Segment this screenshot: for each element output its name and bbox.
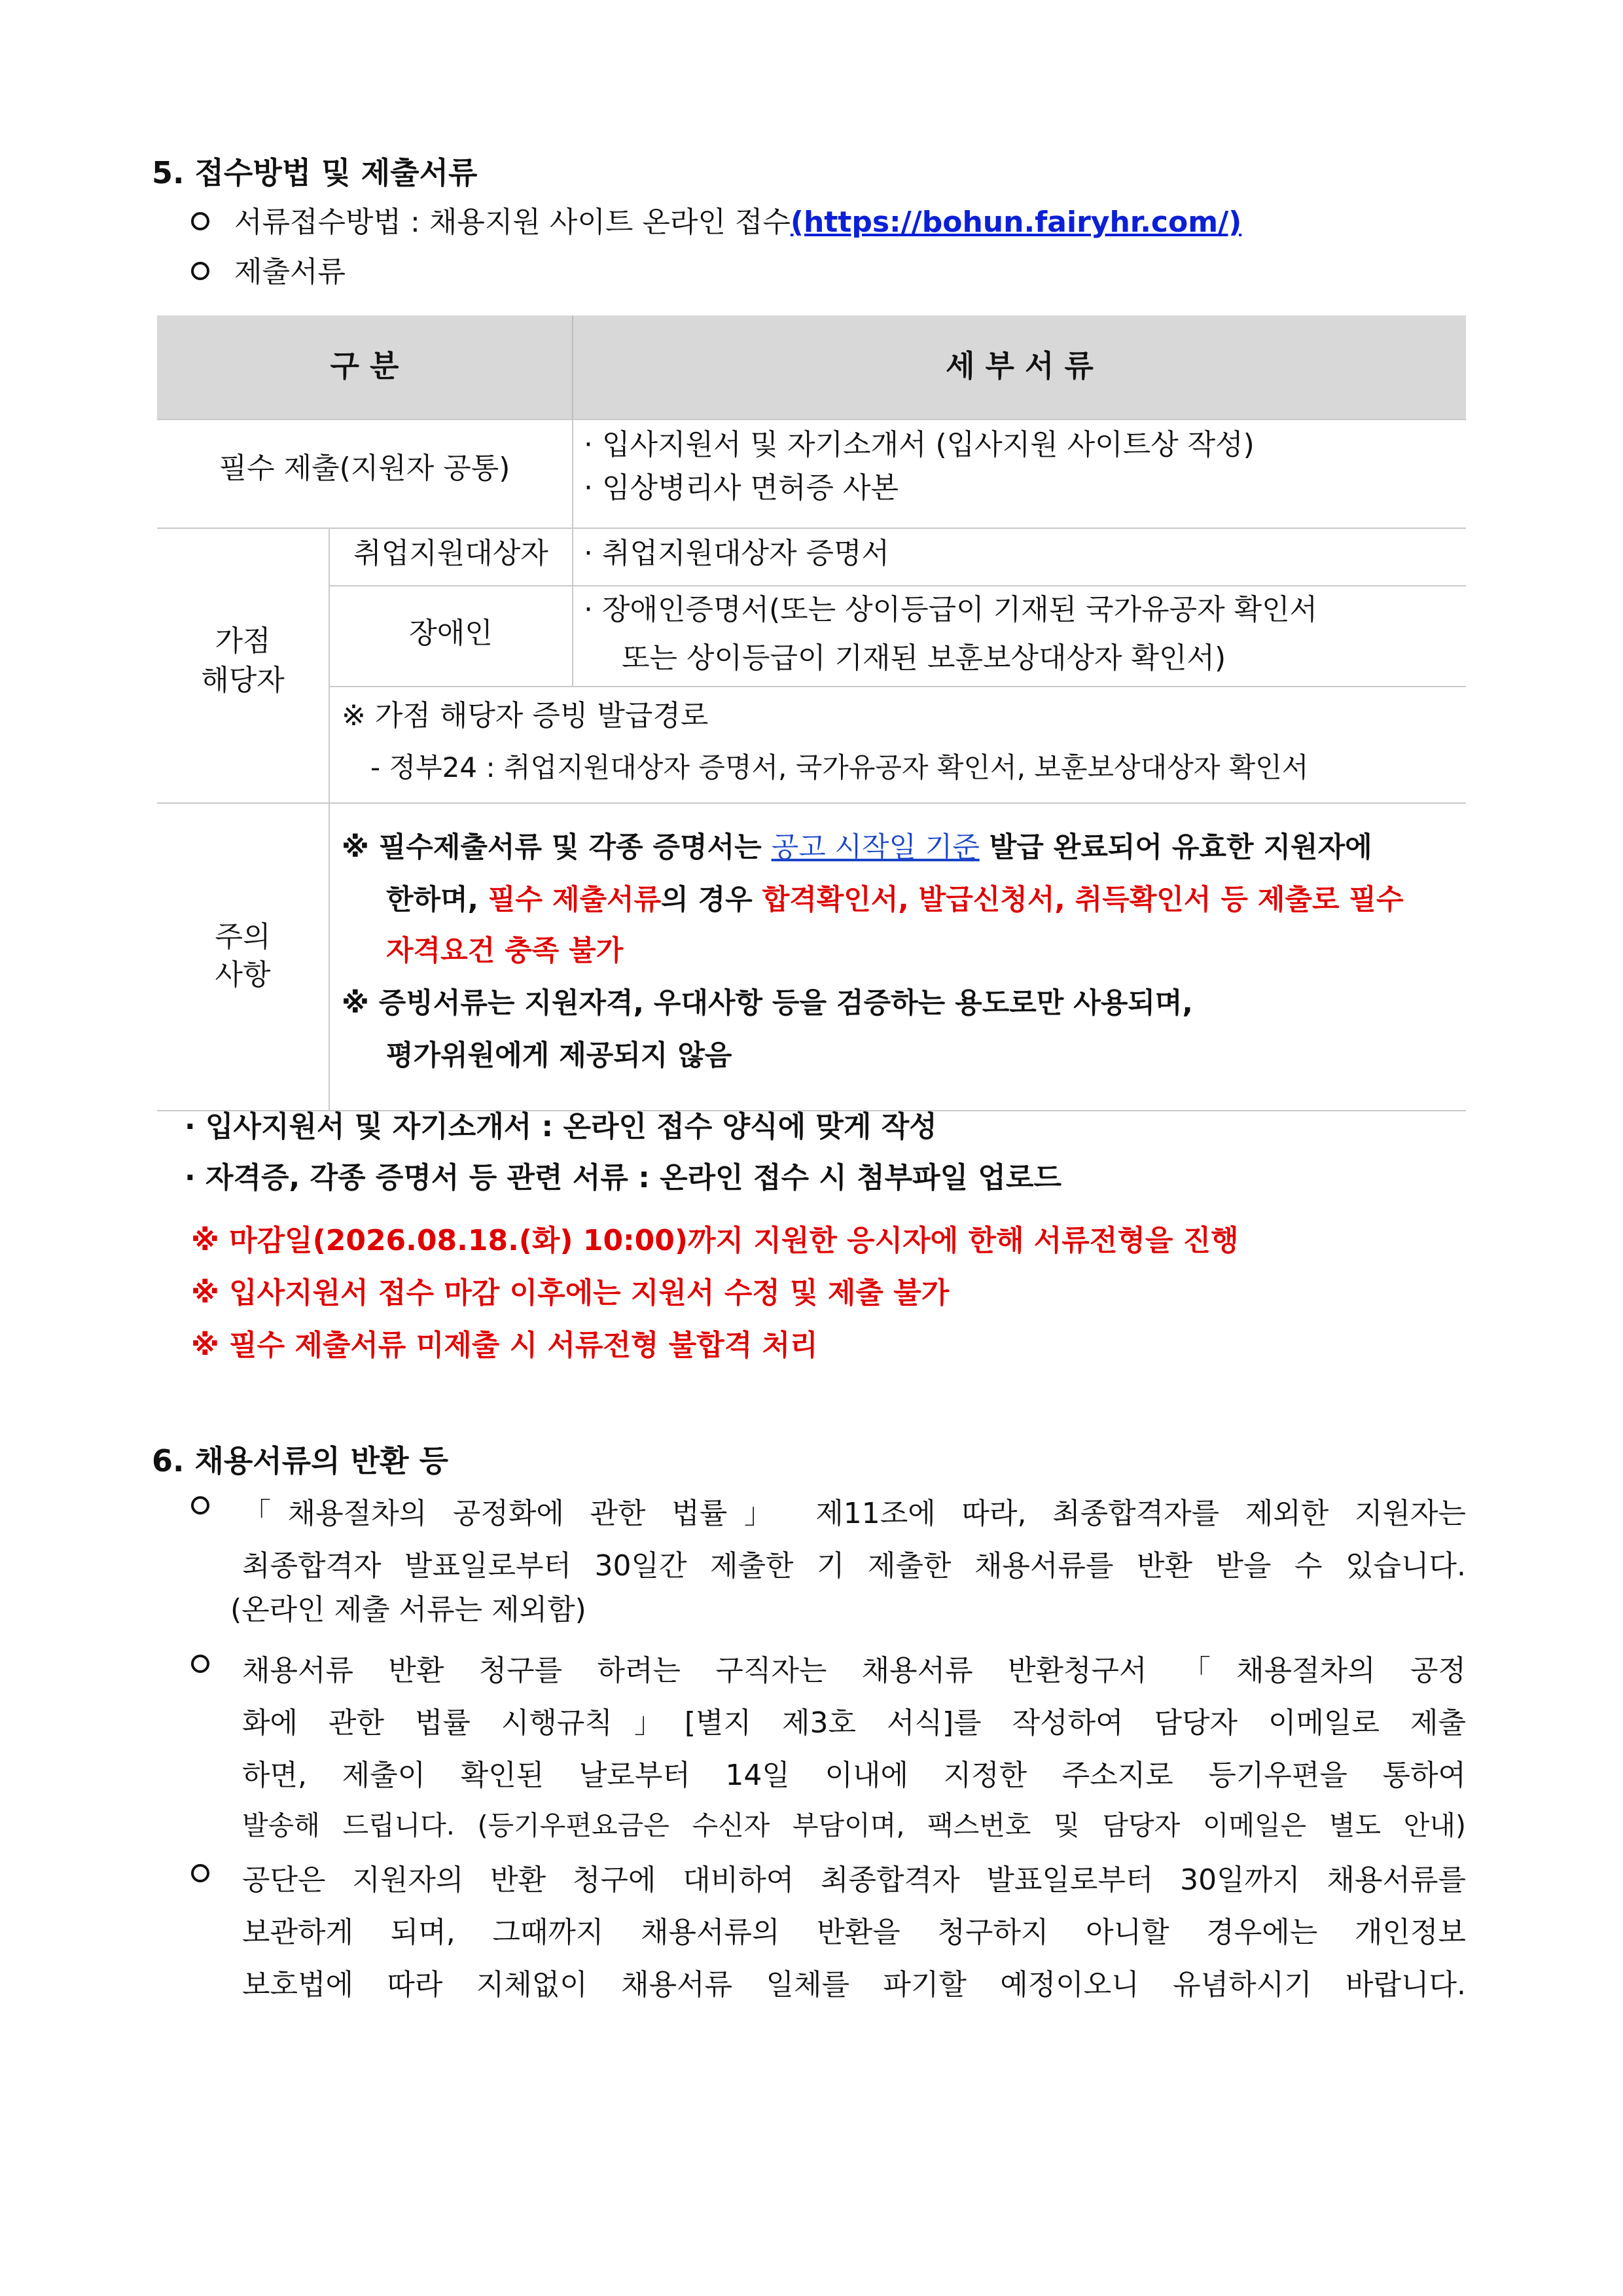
employment-support-item: · 취업지원대상자 증명서 xyxy=(584,537,889,570)
missing-docs-notice: ※ 필수 제출서류 미제출 시 서류전형 불합격 처리 xyxy=(191,1329,818,1362)
return-para-3-line-1: 공단은 지원자의 반환 청구에 대비하여 최종합격자 발표일로부터 30일까지 채용서류를 xyxy=(242,1863,1466,1897)
header-detail: 세 부 서 류 xyxy=(946,348,1094,384)
employment-support-label: 취업지원대상자 xyxy=(353,537,548,570)
disability-item-1: · 장애인증명서(또는 상이등급이 기재된 국가유공자 확인서 xyxy=(584,593,1318,626)
required-label: 필수 제출(지원자 공통) xyxy=(219,452,510,485)
row-line xyxy=(157,802,1466,804)
return-para-2-line-4: 발송해 드립니다. (등기우편요금은 수신자 부담이며, 팩스번호 및 담당자 이메일은 별도 안내) xyxy=(242,1810,1466,1841)
bonus-note-2: - 정부24 : 취업지원대상자 증명서, 국가유공자 확인서, 보훈보상대상자 확인서 xyxy=(370,751,1309,783)
bullet-circle-icon xyxy=(191,262,209,280)
bullet-circle-icon xyxy=(191,212,209,230)
bullet-circle-icon xyxy=(191,1657,234,1676)
docs-label: 제출서류 xyxy=(234,255,346,289)
required-item-1: · 입사지원서 및 자기소개서 (입사지원 사이트상 작성) xyxy=(584,428,1255,461)
return-para-1-line-2: 최종합격자 발표일로부터 30일간 제출한 기 제출한 채용서류를 반환 받을 수 있습니다. xyxy=(242,1549,1466,1583)
row-line xyxy=(330,686,1466,687)
caution-line-3: 자격요건 충족 불가 xyxy=(386,935,624,967)
bullet-circle-icon xyxy=(191,1499,234,1517)
caution-line-1 xyxy=(342,831,1372,865)
application-site-link[interactable]: (https://bohun.fairyhr.com/) xyxy=(790,206,1242,239)
col-line xyxy=(329,528,330,1110)
bonus-note-1: ※ 가점 해당자 증빙 발급경로 xyxy=(342,699,709,732)
row-line xyxy=(157,419,1466,420)
return-para-2-line-2: 화에 관한 법률 시행규칙」[별지 제3호 서식]를 작성하여 담당자 이메일로 제출 xyxy=(242,1706,1466,1740)
header-category: 구 분 xyxy=(330,348,399,384)
return-para-3-line-3: 보호법에 따라 지체없이 채용서류 일체를 파기할 예정이오니 유념하시기 바랍니다. xyxy=(242,1968,1466,2001)
deadline-notice: ※ 마감일(2026.08.18.(화) 10:00)까지 지원한 응시자에 한해 서류전형을 진행 xyxy=(191,1224,1239,1257)
caution-line-5: 평가위원에게 제공되지 않음 xyxy=(386,1039,732,1072)
section6-title: 6. 채용서류의 반환 등 xyxy=(152,1443,449,1479)
caution-line-2 xyxy=(386,884,1404,918)
col-line xyxy=(572,419,573,686)
caution-highlight-blue: 공고 시작일 기준 xyxy=(771,831,980,864)
receipt-method-label: 서류접수방법 : 채용지원 사이트 온라인 접수 xyxy=(234,206,791,239)
disability-item-2: 또는 상이등급이 기재된 보훈보상대상자 확인서) xyxy=(622,641,1226,675)
after-table-line-1: · 입사지원서 및 자기소개서 : 온라인 접수 양식에 맞게 작성 xyxy=(185,1110,937,1143)
receipt-method-line xyxy=(191,206,1241,240)
return-para-2-line-1: 채용서류 반환 청구를 하려는 구직자는 채용서류 반환청구서 「채용절차의 공정 xyxy=(242,1654,1466,1687)
bonus-label-2: 해당자 xyxy=(201,664,285,697)
disability-label: 장애인 xyxy=(409,617,493,650)
row-line xyxy=(157,528,1466,529)
required-item-2: · 임상병리사 면허증 사본 xyxy=(584,471,899,505)
bullet-circle-icon xyxy=(191,1867,234,1885)
caution-line-4: ※ 증빙서류는 지원자격, 우대사항 등을 검증하는 용도로만 사용되며, xyxy=(342,987,1193,1020)
no-edit-notice: ※ 입사지원서 접수 마감 이후에는 지원서 수정 및 제출 불가 xyxy=(191,1276,950,1310)
return-para-1-line-3: (온라인 제출 서류는 제외함) xyxy=(230,1593,586,1626)
return-para-3-line-2: 보관하게 되며, 그때까지 채용서류의 반환을 청구하지 아니할 경우에는 개인정보 xyxy=(242,1916,1466,1949)
caution-highlight-red: 합격확인서, 발급신청서, 취득확인서 등 제출로 필수 xyxy=(762,884,1404,916)
caution-text: ※ 필수제출서류 및 각종 증명서는 xyxy=(342,831,772,864)
caution-label-1: 주의 xyxy=(215,920,271,954)
after-table-line-2: · 자격증, 각종 증명서 등 관련 서류 : 온라인 접수 시 첨부파일 업로드 xyxy=(185,1161,1061,1194)
caution-text: 발급 완료되어 유효한 지원자에 xyxy=(979,831,1372,864)
section5-title: 5. 접수방법 및 제출서류 xyxy=(152,155,478,190)
caution-highlight-red: 필수 제출서류 xyxy=(488,884,662,916)
return-para-2-line-3: 하면, 제출이 확인된 날로부터 14일 이내에 지정한 주소지로 등기우편을 통하여 xyxy=(242,1759,1466,1792)
caution-text: 의 경우 xyxy=(661,884,762,916)
caution-text: 한하며, xyxy=(386,884,488,916)
caution-label-2: 사항 xyxy=(215,958,271,992)
docs-line xyxy=(191,255,346,290)
row-line xyxy=(330,585,1466,586)
return-para-1-line-1: 「채용절차의 공정화에 관한 법률」 제11조에 따라, 최종합격자를 제외한 지원자는 xyxy=(242,1497,1466,1530)
bonus-label-1: 가점 xyxy=(215,624,271,658)
